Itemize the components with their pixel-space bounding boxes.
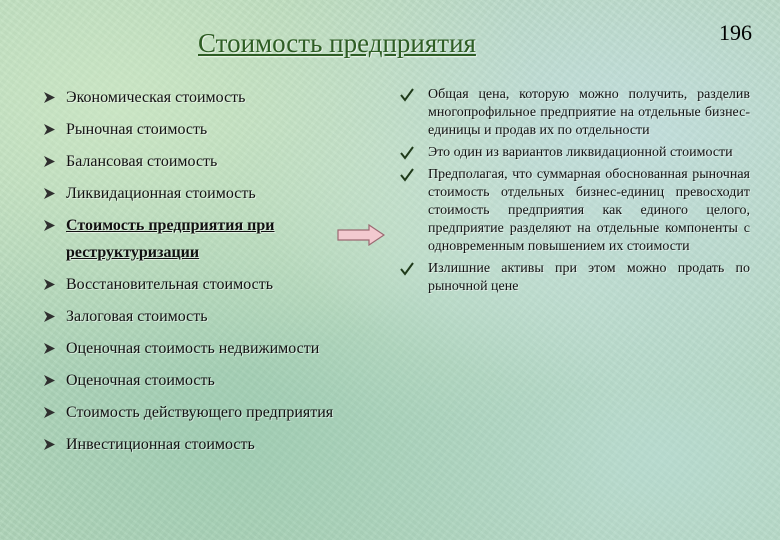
description-item <box>400 86 750 140</box>
list-item <box>42 271 342 298</box>
list-item <box>42 431 342 458</box>
list-item-label: Рыночная стоимость <box>66 121 208 138</box>
description-text: Это один из вариантов ликвидационной стоимости <box>428 145 733 160</box>
description-text: Предполагая, что суммарная обоснованная рыночная стоимость отдельных бизнес-единиц превосходит стоимость предприятия как единого целого, предприятие разделяют на отдельные компоненты с одновременным повышением их стоимости <box>428 167 750 254</box>
checkmark-icon <box>400 145 414 161</box>
page-number: 196 <box>719 20 752 45</box>
arrow-bullet-icon <box>42 116 58 143</box>
list-item <box>42 335 342 362</box>
description-item <box>400 260 750 296</box>
description-text: Излишние активы при этом можно продать по рыночной цене <box>428 261 750 294</box>
arrow-bullet-icon <box>42 84 58 111</box>
list-item-label: Залоговая стоимость <box>66 308 208 325</box>
arrow-bullet-icon <box>42 180 58 207</box>
list-item <box>42 116 342 143</box>
list-item <box>42 367 342 394</box>
arrow-bullet-icon <box>42 303 58 330</box>
description-item <box>400 144 750 162</box>
arrow-bullet-icon <box>42 148 58 175</box>
list-item-label: Ликвидационная стоимость <box>66 185 256 202</box>
list-item <box>42 180 342 207</box>
description-text: Общая цена, которую можно получить, разделив многопрофильное предприятие на отдельные бизнес-единицы и продав их по отдельности <box>428 87 750 138</box>
list-item-label: Восстановительная стоимость <box>66 276 273 293</box>
list-item-highlighted <box>42 212 342 266</box>
list-item <box>42 303 342 330</box>
arrow-bullet-icon <box>42 271 58 298</box>
arrow-bullet-icon <box>42 399 58 426</box>
list-item-label: Стоимость действующего предприятия <box>66 404 334 421</box>
arrow-bullet-icon <box>42 335 58 362</box>
checkmark-icon <box>400 167 414 183</box>
description-item <box>400 166 750 256</box>
arrow-bullet-icon <box>42 212 58 239</box>
restructuring-description-list <box>400 86 750 300</box>
list-item-label: Стоимость предприятия при реструктуризации <box>66 217 275 261</box>
list-item <box>42 84 342 111</box>
list-item-label: Оценочная стоимость недвижимости <box>66 340 320 357</box>
list-item <box>42 148 342 175</box>
arrow-bullet-icon <box>42 367 58 394</box>
value-types-list <box>42 84 342 463</box>
list-item-label: Экономическая стоимость <box>66 89 246 106</box>
list-item <box>42 399 342 426</box>
arrow-bullet-icon <box>42 431 58 458</box>
list-item-label: Балансовая стоимость <box>66 153 218 170</box>
list-item-label: Оценочная стоимость <box>66 372 215 389</box>
checkmark-icon <box>400 261 414 277</box>
checkmark-icon <box>400 87 414 103</box>
list-item-label: Инвестиционная стоимость <box>66 436 255 453</box>
right-arrow-icon <box>337 224 385 246</box>
slide-title: Стоимость предприятия <box>198 28 476 58</box>
